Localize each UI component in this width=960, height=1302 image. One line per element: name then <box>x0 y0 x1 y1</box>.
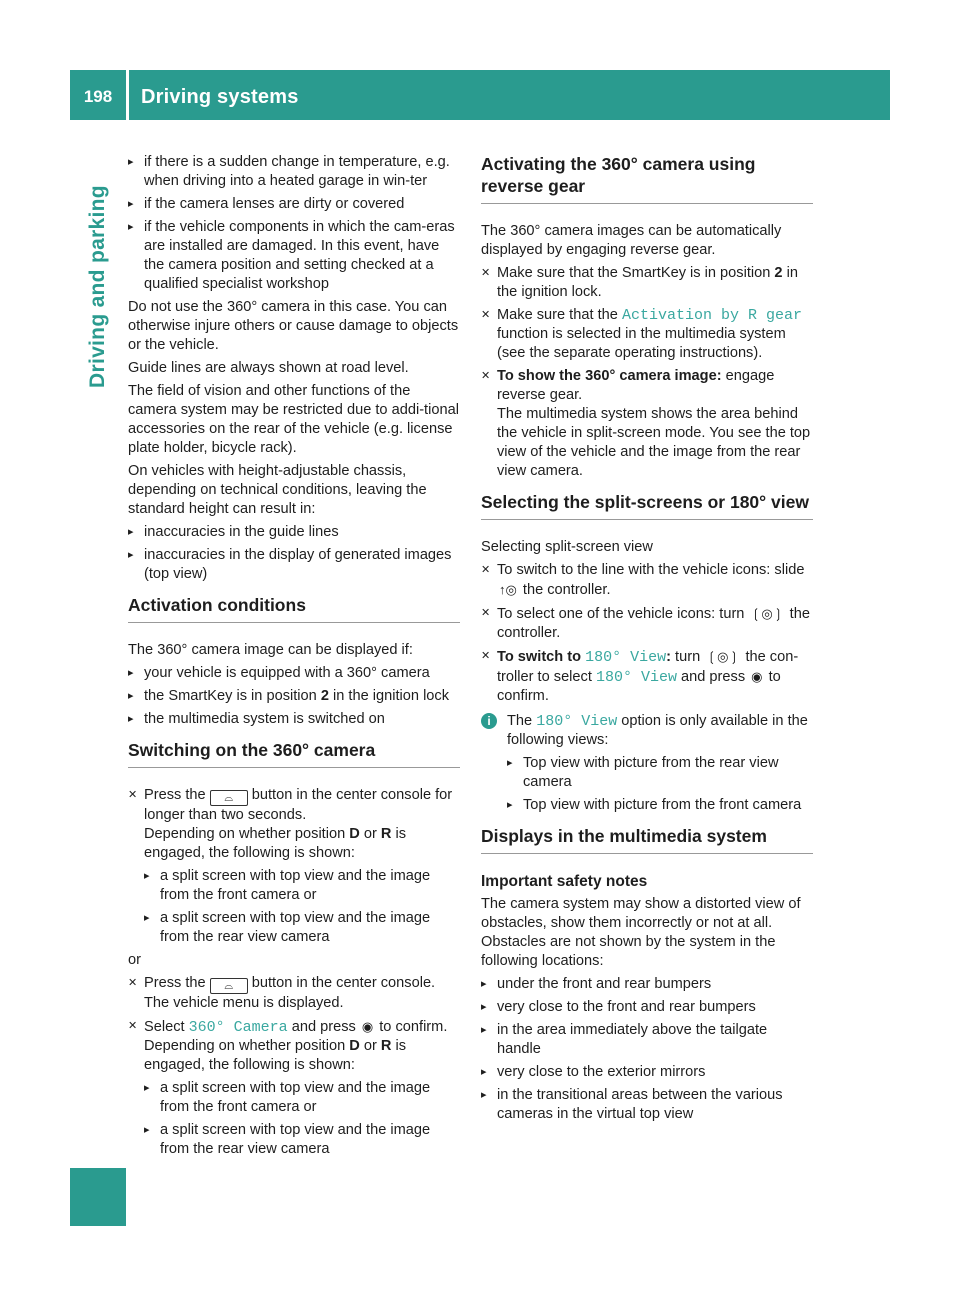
turn-controller-icon: ❲◎❳ <box>750 606 784 621</box>
section-heading: Activating the 360° camera using reverse gear <box>481 153 813 204</box>
text: Select <box>144 1019 189 1035</box>
text: Make sure that the <box>497 307 622 323</box>
paragraph: Guide lines are always shown at road level. <box>128 360 409 376</box>
turn-controller-icon: ❲◎❳ <box>706 649 740 664</box>
step-item <box>481 306 813 363</box>
key-value: R <box>380 826 392 842</box>
text: in the ignition lock. <box>497 265 798 300</box>
text: is engaged, the following is shown: <box>144 826 407 861</box>
page-title: Driving systems <box>141 86 299 108</box>
right-column <box>481 153 813 1128</box>
step-item <box>481 647 813 706</box>
text: option is only available in the following views: <box>507 713 808 748</box>
paragraph: Do not use the 360° camera in this case. You can otherwise injure others or cause damage to objects or the vehicle. <box>128 299 459 353</box>
text: The <box>507 713 537 729</box>
list-item: ▸ if there is a sudden change in temperature, e.g. when driving into a heated garage in win-ter <box>128 153 460 191</box>
subsection-heading: Important safety notes <box>481 873 648 890</box>
paragraph: The 360° camera image can be displayed if: <box>128 642 413 658</box>
info-note <box>481 712 813 815</box>
paragraph: The field of vision and other functions of the camera system may be restricted due to addi-tional accessories on the rear of the vehicle (e.g. license plate holder, bicycle rack). <box>128 383 459 456</box>
text: Make sure that the SmartKey is in position <box>497 265 775 281</box>
step-item <box>481 561 813 600</box>
text: and press <box>676 669 750 685</box>
step-item <box>128 1017 460 1075</box>
list-item: ▸ if the vehicle components in which the cam-eras are installed are damaged. In this event, have the camera position and setting checked at a qualified specialist workshop <box>128 218 460 294</box>
paragraph: The camera system may show a distorted view of obstacles, show them incorrectly or not at all. Obstacles are not shown by the system in the following locations: <box>481 896 801 969</box>
text: or <box>359 1038 381 1054</box>
list-item: ▸ under the front and rear bumpers <box>481 975 813 994</box>
text: to confirm. <box>375 1019 448 1035</box>
text: button in the center console. The vehicle menu is displayed. <box>144 975 436 1011</box>
camera-button-icon: ⌓ <box>210 790 248 806</box>
menu-item-label: 180° View <box>595 669 677 686</box>
list-item: ▸ the multimedia system is switched on <box>128 710 460 729</box>
text: to confirm. <box>497 669 781 704</box>
list-item: ▸ Top view with picture from the rear view camera <box>507 754 813 792</box>
text: Depending on whether position <box>144 1038 350 1054</box>
key-value: D <box>349 1038 360 1054</box>
press-controller-icon: ◉ <box>751 669 763 684</box>
paragraph: On vehicles with height-adjustable chassis, depending on technical conditions, leaving the standard height can result in: <box>128 463 427 517</box>
text: function is selected in the multimedia system (see the separate operating instructions). <box>497 326 786 361</box>
paragraph: or <box>128 952 141 968</box>
slide-controller-icon: ↑◎ <box>499 582 517 597</box>
text: is engaged, the following is shown: <box>144 1038 407 1073</box>
page-number: 198 <box>83 87 113 106</box>
paragraph: Selecting split-screen view <box>481 539 653 555</box>
text: in the ignition lock <box>328 688 450 704</box>
text: engage reverse gear. <box>497 368 775 403</box>
menu-item-label: 180° View <box>585 649 667 666</box>
step-item <box>481 264 813 302</box>
key-value: R <box>380 1038 392 1054</box>
step-item <box>128 786 460 863</box>
section-heading: Selecting the split-screens or 180° view <box>481 491 813 520</box>
text: or <box>359 826 381 842</box>
press-controller-icon: ◉ <box>361 1019 374 1034</box>
text: the SmartKey is in position <box>144 688 321 704</box>
key-value: 2 <box>774 265 783 281</box>
text: The multimedia system shows the area behind the vehicle in split-screen mode. You see the top view of the vehicle and the image from the rear view camera. <box>497 406 811 479</box>
list-item: ▸ very close to the exterior mirrors <box>481 1063 813 1082</box>
text: Depending on whether position <box>144 826 350 842</box>
text: Press the <box>144 975 210 991</box>
step-item <box>481 604 813 643</box>
info-icon: i <box>481 713 497 729</box>
key-value: To switch to <box>497 649 586 665</box>
list-item: ▸ very close to the front and rear bumpers <box>481 998 813 1017</box>
list-item: ▸ in the area immediately above the tailgate handle <box>481 1021 813 1059</box>
list-item: ▸ a split screen with top view and the image from the front camera or <box>144 1079 460 1117</box>
list-item: ▸ your vehicle is equipped with a 360° camera <box>128 664 460 683</box>
key-value: D <box>349 826 360 842</box>
list-item: ▸ a split screen with top view and the image from the rear view camera <box>144 909 460 947</box>
left-column <box>128 153 460 1163</box>
list-item: ▸ if the camera lenses are dirty or covered <box>128 195 460 214</box>
text: the controller. <box>518 582 611 598</box>
key-value: To show the 360° camera image: <box>497 368 722 384</box>
step-item <box>128 974 460 1013</box>
list-item: ▸ Top view with picture from the front camera <box>507 796 813 815</box>
menu-item-label: 180° View <box>536 713 618 730</box>
key-value: : <box>666 649 671 665</box>
header-divider <box>126 70 129 120</box>
text: the con-troller to select <box>497 649 799 685</box>
side-marker-block <box>70 1168 126 1226</box>
section-heading: Switching on the 360° camera <box>128 739 460 768</box>
text: and press <box>287 1019 360 1035</box>
menu-item-label: 360° Camera <box>188 1019 288 1036</box>
text: the controller. <box>497 606 810 641</box>
text: To select one of the vehicle icons: turn <box>497 606 749 622</box>
text: To switch to the line with the vehicle icons: slide <box>497 562 805 578</box>
list-item: ▸ a split screen with top view and the image from the front camera or <box>144 867 460 905</box>
section-heading: Displays in the multimedia system <box>481 825 813 854</box>
camera-button-icon: ⌓ <box>210 978 248 994</box>
list-item: ▸ inaccuracies in the display of generated images (top view) <box>128 546 460 584</box>
text: turn <box>671 649 705 665</box>
section-side-label: Driving and parking <box>86 185 109 388</box>
section-heading: Activation conditions <box>128 594 460 623</box>
list-item: ▸ a split screen with top view and the image from the rear view camera <box>144 1121 460 1159</box>
text: button in the center console for longer than two seconds. <box>144 787 453 823</box>
list-item <box>128 687 460 706</box>
text: Press the <box>144 787 210 803</box>
list-item: ▸ inaccuracies in the guide lines <box>128 523 460 542</box>
menu-item-label: Activation by R gear <box>621 307 802 324</box>
paragraph: The 360° camera images can be automatically displayed by engaging reverse gear. <box>481 223 782 258</box>
step-item <box>481 367 813 481</box>
key-value: 2 <box>320 688 329 704</box>
list-item: ▸ in the transitional areas between the various cameras in the virtual top view <box>481 1086 813 1124</box>
